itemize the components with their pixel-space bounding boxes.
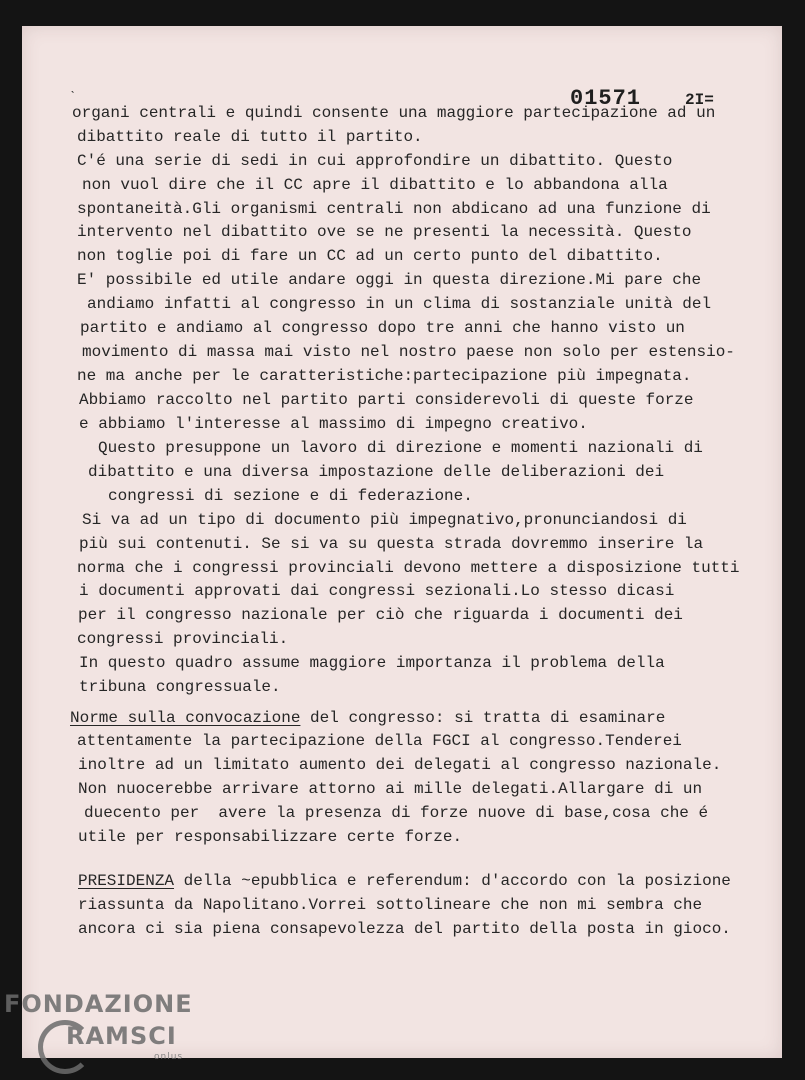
body-line: C'é una serie di sedi in cui approfondire un dibattito. Questo (77, 152, 673, 170)
body-line: E' possibile ed utile andare oggi in questa direzione.Mi pare che (77, 271, 702, 289)
body-line: i documenti approvati dai congressi sezionali.Lo stesso dicasi (79, 582, 675, 600)
body-line: congressi di sezione e di federazione. (108, 487, 473, 505)
presidenza-line: ancora ci sia piena consapevolezza del partito della posta in gioco. (78, 920, 731, 938)
body-line: più sui contenuti. Se si va su questa strada dovremmo inserire la (79, 535, 704, 553)
margin-mark: ˋ (69, 90, 78, 106)
logo-line-2: RAMSCI (66, 1022, 177, 1050)
logo-line-2-wrap (4, 1022, 193, 1062)
body-line: dibattito e una diversa impostazione delle deliberazioni dei (88, 463, 665, 481)
presidenza-line: della ~epubblica e referendum: d'accordo con la posizione (174, 872, 731, 890)
body-line: e abbiamo l'interesse al massimo di impegno creativo. (79, 415, 588, 433)
norme-heading: Norme sulla convocazione (70, 709, 301, 727)
norme-line: Non nuocerebbe arrivare attorno ai mille delegati.Allargare di un (78, 780, 703, 798)
body-line: organi centrali e quindi consente una maggiore partecipazione ad un (72, 104, 716, 122)
document-number: 01571 (570, 86, 642, 111)
body-line: partito e andiamo al congresso dopo tre anni che hanno visto un (80, 319, 685, 337)
norme-line: utile per responsabilizzare certe forze. (78, 828, 463, 846)
body-line: Si va ad un tipo di documento più impegnativo,pronunciandosi di (82, 511, 687, 529)
body-line: In questo quadro assume maggiore importanza il problema della (79, 654, 665, 672)
norme-line: attentamente la partecipazione della FGCI al congresso.Tenderei (77, 732, 682, 750)
body-line: tribuna congressuale. (79, 678, 281, 696)
body-line: Questo presuppone un lavoro di direzione e momenti nazionali di (98, 439, 703, 457)
page-number: 2I= (685, 91, 714, 109)
body-line: per il congresso nazionale per ciò che riguarda i documenti dei (78, 606, 683, 624)
presidenza-line: riassunta da Napolitano.Vorrei sottolineare che non mi sembra che (78, 896, 703, 914)
body-line: dibattito reale di tutto il partito. (77, 128, 423, 146)
presidenza-paragraph-first-line (78, 871, 731, 891)
norme-paragraph-first-line (70, 708, 665, 728)
norme-line: del congresso: si tratta di esaminare (300, 709, 666, 727)
logo-sub: onlus (154, 1052, 184, 1062)
body-line: Abbiamo raccolto nel partito parti considerevoli di queste forze (79, 391, 694, 409)
body-line: non toglie poi di fare un CC ad un certo punto del dibattito. (77, 247, 663, 265)
body-line: congressi provinciali. (77, 630, 289, 648)
body-line: movimento di massa mai visto nel nostro paese non solo per estensio- (82, 343, 735, 361)
fondazione-gramsci-logo (4, 990, 193, 1062)
body-line: ne ma anche per le caratteristiche:partecipazione più impegnata. (77, 367, 692, 385)
logo-g-mark-icon (38, 1020, 92, 1074)
body-line: non vuol dire che il CC apre il dibattito e lo abbandona alla (82, 176, 668, 194)
body-line: andiamo infatti al congresso in un clima di sostanziale unità del (87, 295, 712, 313)
body-line: spontaneità.Gli organismi centrali non abdicano ad una funzione di (77, 200, 711, 218)
body-line: norma che i congressi provinciali devono mettere a disposizione tutti (77, 559, 740, 577)
document-page (22, 26, 782, 1058)
body-line: intervento nel dibattito ove se ne presenti la necessità. Questo (77, 223, 692, 241)
norme-line: inoltre ad un limitato aumento dei delegati al congresso nazionale. (78, 756, 722, 774)
logo-line-1: FONDAZIONE (4, 990, 193, 1018)
norme-line: duecento per avere la presenza di forze nuove di base,cosa che é (84, 804, 709, 822)
presidenza-heading: PRESIDENZA (78, 872, 175, 890)
